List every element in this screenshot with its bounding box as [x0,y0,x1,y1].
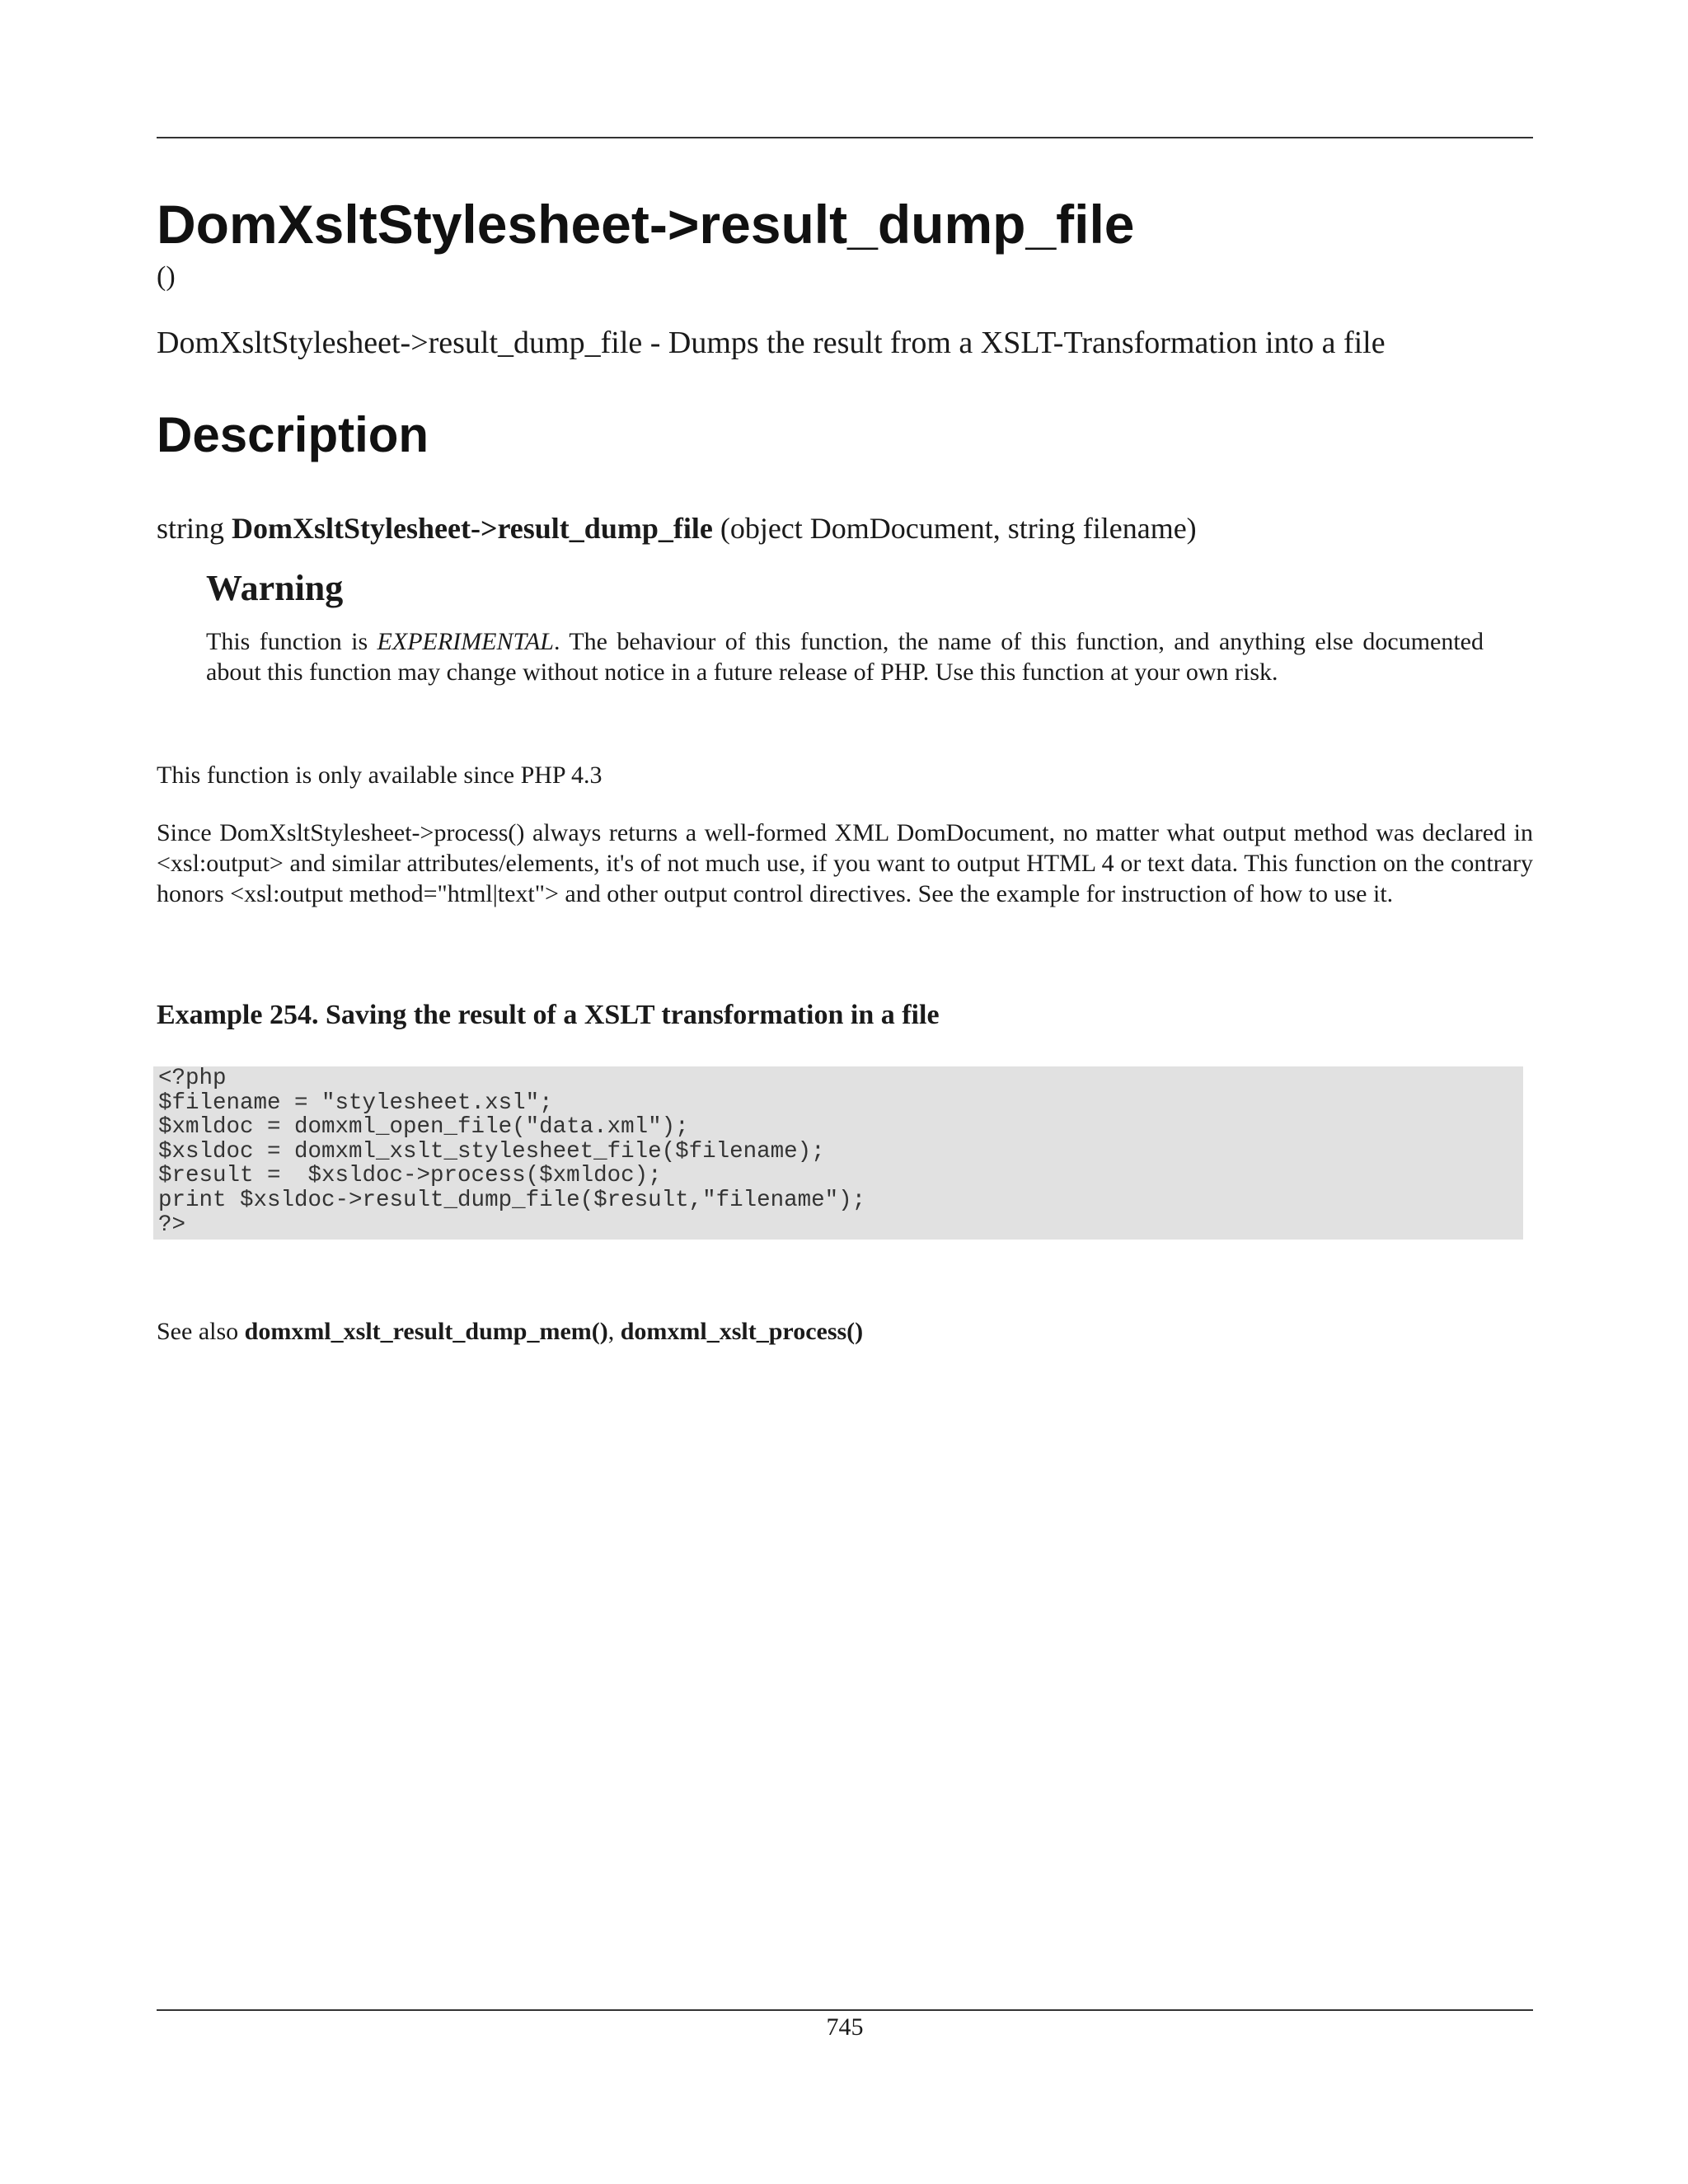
function-purpose: DomXsltStylesheet->result_dump_file - Dumps the result from a XSLT-Transformation into a file [157,326,1386,360]
code-line: $xsldoc = domxml_xslt_stylesheet_file($filename); [158,1138,825,1165]
warning-text [206,626,1484,687]
see-also-link-xslt-process[interactable]: domxml_xslt_process() [620,1318,864,1345]
function-synopsis [157,509,1197,547]
synopsis-params: (object DomDocument, string filename) [720,512,1197,545]
code-line: print $xsldoc->result_dump_file($result,"filename"); [158,1187,866,1213]
explanation-paragraph: Since DomXsltStylesheet->process() always returns a well-formed XML DomDocument, no matter what output method was declared in <xsl:output> and similar attributes/elements, it's of not much use, if you want to output HTML 4 or text data. This function on the contrary honors <xsl:output method="html|text"> and other output control directives. See the example for instruction of how to use it. [157,819,1533,907]
code-line: $filename = "stylesheet.xsl"; [158,1090,553,1116]
warning-text-emphasis: EXPERIMENTAL [377,628,554,655]
title-parens: () [157,261,176,292]
page-number: 745 [826,2013,864,2041]
description-heading: Description [157,407,429,462]
code-example [153,1066,1523,1240]
page-title: DomXsltStylesheet->result_dump_file [157,194,1135,255]
warning-text-after: . The behaviour of this function, the name of this function, and anything else documented about this function may change without notice in a future release of PHP. Use this function at your own risk. [206,628,1484,686]
see-also-prefix: See also [157,1318,245,1345]
warning-box [206,565,1484,687]
code-line: $xmldoc = domxml_open_file("data.xml"); [158,1114,689,1141]
see-also-link-result-dump-mem[interactable]: domxml_xslt_result_dump_mem() [244,1318,608,1345]
synopsis-function-name: DomXsltStylesheet->result_dump_file [232,512,713,545]
see-also-separator: , [607,1318,621,1345]
code-line: $result = $xsldoc->process($xmldoc); [158,1163,662,1189]
example-title: Example 254. Saving the result of a XSLT transformation in a file [157,1000,940,1030]
warning-title: Warning [206,568,344,608]
header-rule [157,137,1533,138]
availability-note: This function is only available since PHP 4.3 [157,762,603,789]
warning-text-before: This function is [206,628,377,655]
document-page [157,0,1533,2184]
code-line: ?> [158,1212,186,1238]
see-also [157,1315,863,1348]
synopsis-return-type: string [157,512,225,545]
code-line: <?php [158,1066,227,1091]
